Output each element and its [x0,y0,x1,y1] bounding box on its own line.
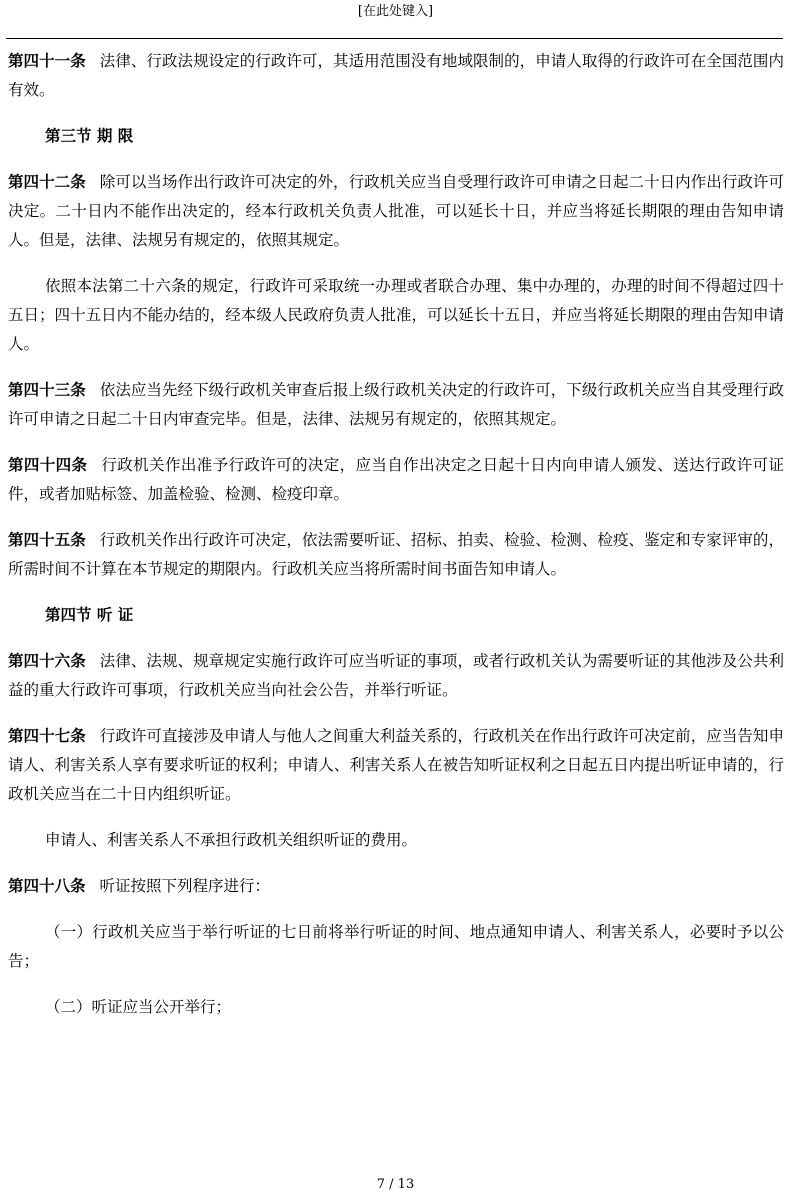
article-47 [8,722,784,809]
document-body [8,47,784,1022]
header-divider [6,38,783,39]
article-text: 行政许可直接涉及申请人与他人之间重大利益关系的，行政机关在作出行政许可决定前，应当告知申请人、利害关系人享有要求听证的权利；申请人、利害关系人在被告知听证权利之日起五日内提出听证申请的，行政机关应当在二十日内组织听证。 [8,727,784,803]
list-item: （一）行政机关应当于举行听证的七日前将举行听证的时间、地点通知申请人、利害关系人，必要时予以公告； [8,923,784,970]
paragraph: 申请人、利害关系人不承担行政机关组织听证的费用。 [45,831,418,849]
article-42 [8,168,784,255]
section-heading-4: 第四节 听 证 [45,606,134,624]
article-43 [8,376,784,434]
article-text: 行政机关作出准予行政许可的决定，应当自作出决定之日起十日内向申请人颁发、送达行政许可证件，或者加贴标签、加盖检验、检测、检疫印章。 [8,456,784,503]
section-heading-3: 第三节 期 限 [45,127,134,145]
list-item: （二）听证应当公开举行； [45,998,232,1016]
article-text: 听证按照下列程序进行： [99,877,271,895]
paragraph: 依照本法第二十六条的规定，行政许可采取统一办理或者联合办理、集中办理的，办理的时间不得超过四十五日；四十五日内不能办结的，经本级人民政府负责人批准，可以延长十五日，并应当将延长期限的理由告知申请人。 [8,277,784,353]
page-number: 7 / 13 [376,1177,415,1192]
article-44 [8,451,784,509]
article-label: 第四十二条 [8,173,86,191]
article-text: 法律、行政法规设定的行政许可，其适用范围没有地域限制的，申请人取得的行政许可在全国范围内有效。 [8,52,784,99]
article-label: 第四十五条 [8,531,86,549]
article-label: 第四十六条 [8,652,86,670]
article-45 [8,526,784,584]
article-label: 第四十四条 [8,456,88,474]
article-text: 依法应当先经下级行政机关审查后报上级行政机关决定的行政许可，下级行政机关应当自其受理行政许可申请之日起二十日内审查完毕。但是，法律、法规另有规定的，依照其规定。 [8,381,784,428]
article-41 [8,47,784,105]
article-46 [8,647,784,705]
article-text: 法律、法规、规章规定实施行政许可应当听证的事项，或者行政机关认为需要听证的其他涉及公共利益的重大行政许可事项，行政机关应当向社会公告，并举行听证。 [8,652,784,699]
article-text: 除可以当场作出行政许可决定的外，行政机关应当自受理行政许可申请之日起二十日内作出行政许可决定。二十日内不能作出决定的，经本行政机关负责人批准，可以延长十日，并应当将延长期限的理由告知申请人。但是，法律、法规另有规定的，依照其规定。 [8,173,784,249]
article-text: 行政机关作出行政许可决定，依法需要听证、招标、拍卖、检验、检测、检疫、鉴定和专家评审的，所需时间不计算在本节规定的期限内。行政机关应当将所需时间书面告知申请人。 [8,531,784,578]
article-label: 第四十三条 [8,381,86,399]
article-label: 第四十一条 [8,52,86,70]
article-label: 第四十七条 [8,727,86,745]
article-48 [8,872,784,901]
article-label: 第四十八条 [8,877,86,895]
page-header: [在此处键入] [357,4,434,19]
